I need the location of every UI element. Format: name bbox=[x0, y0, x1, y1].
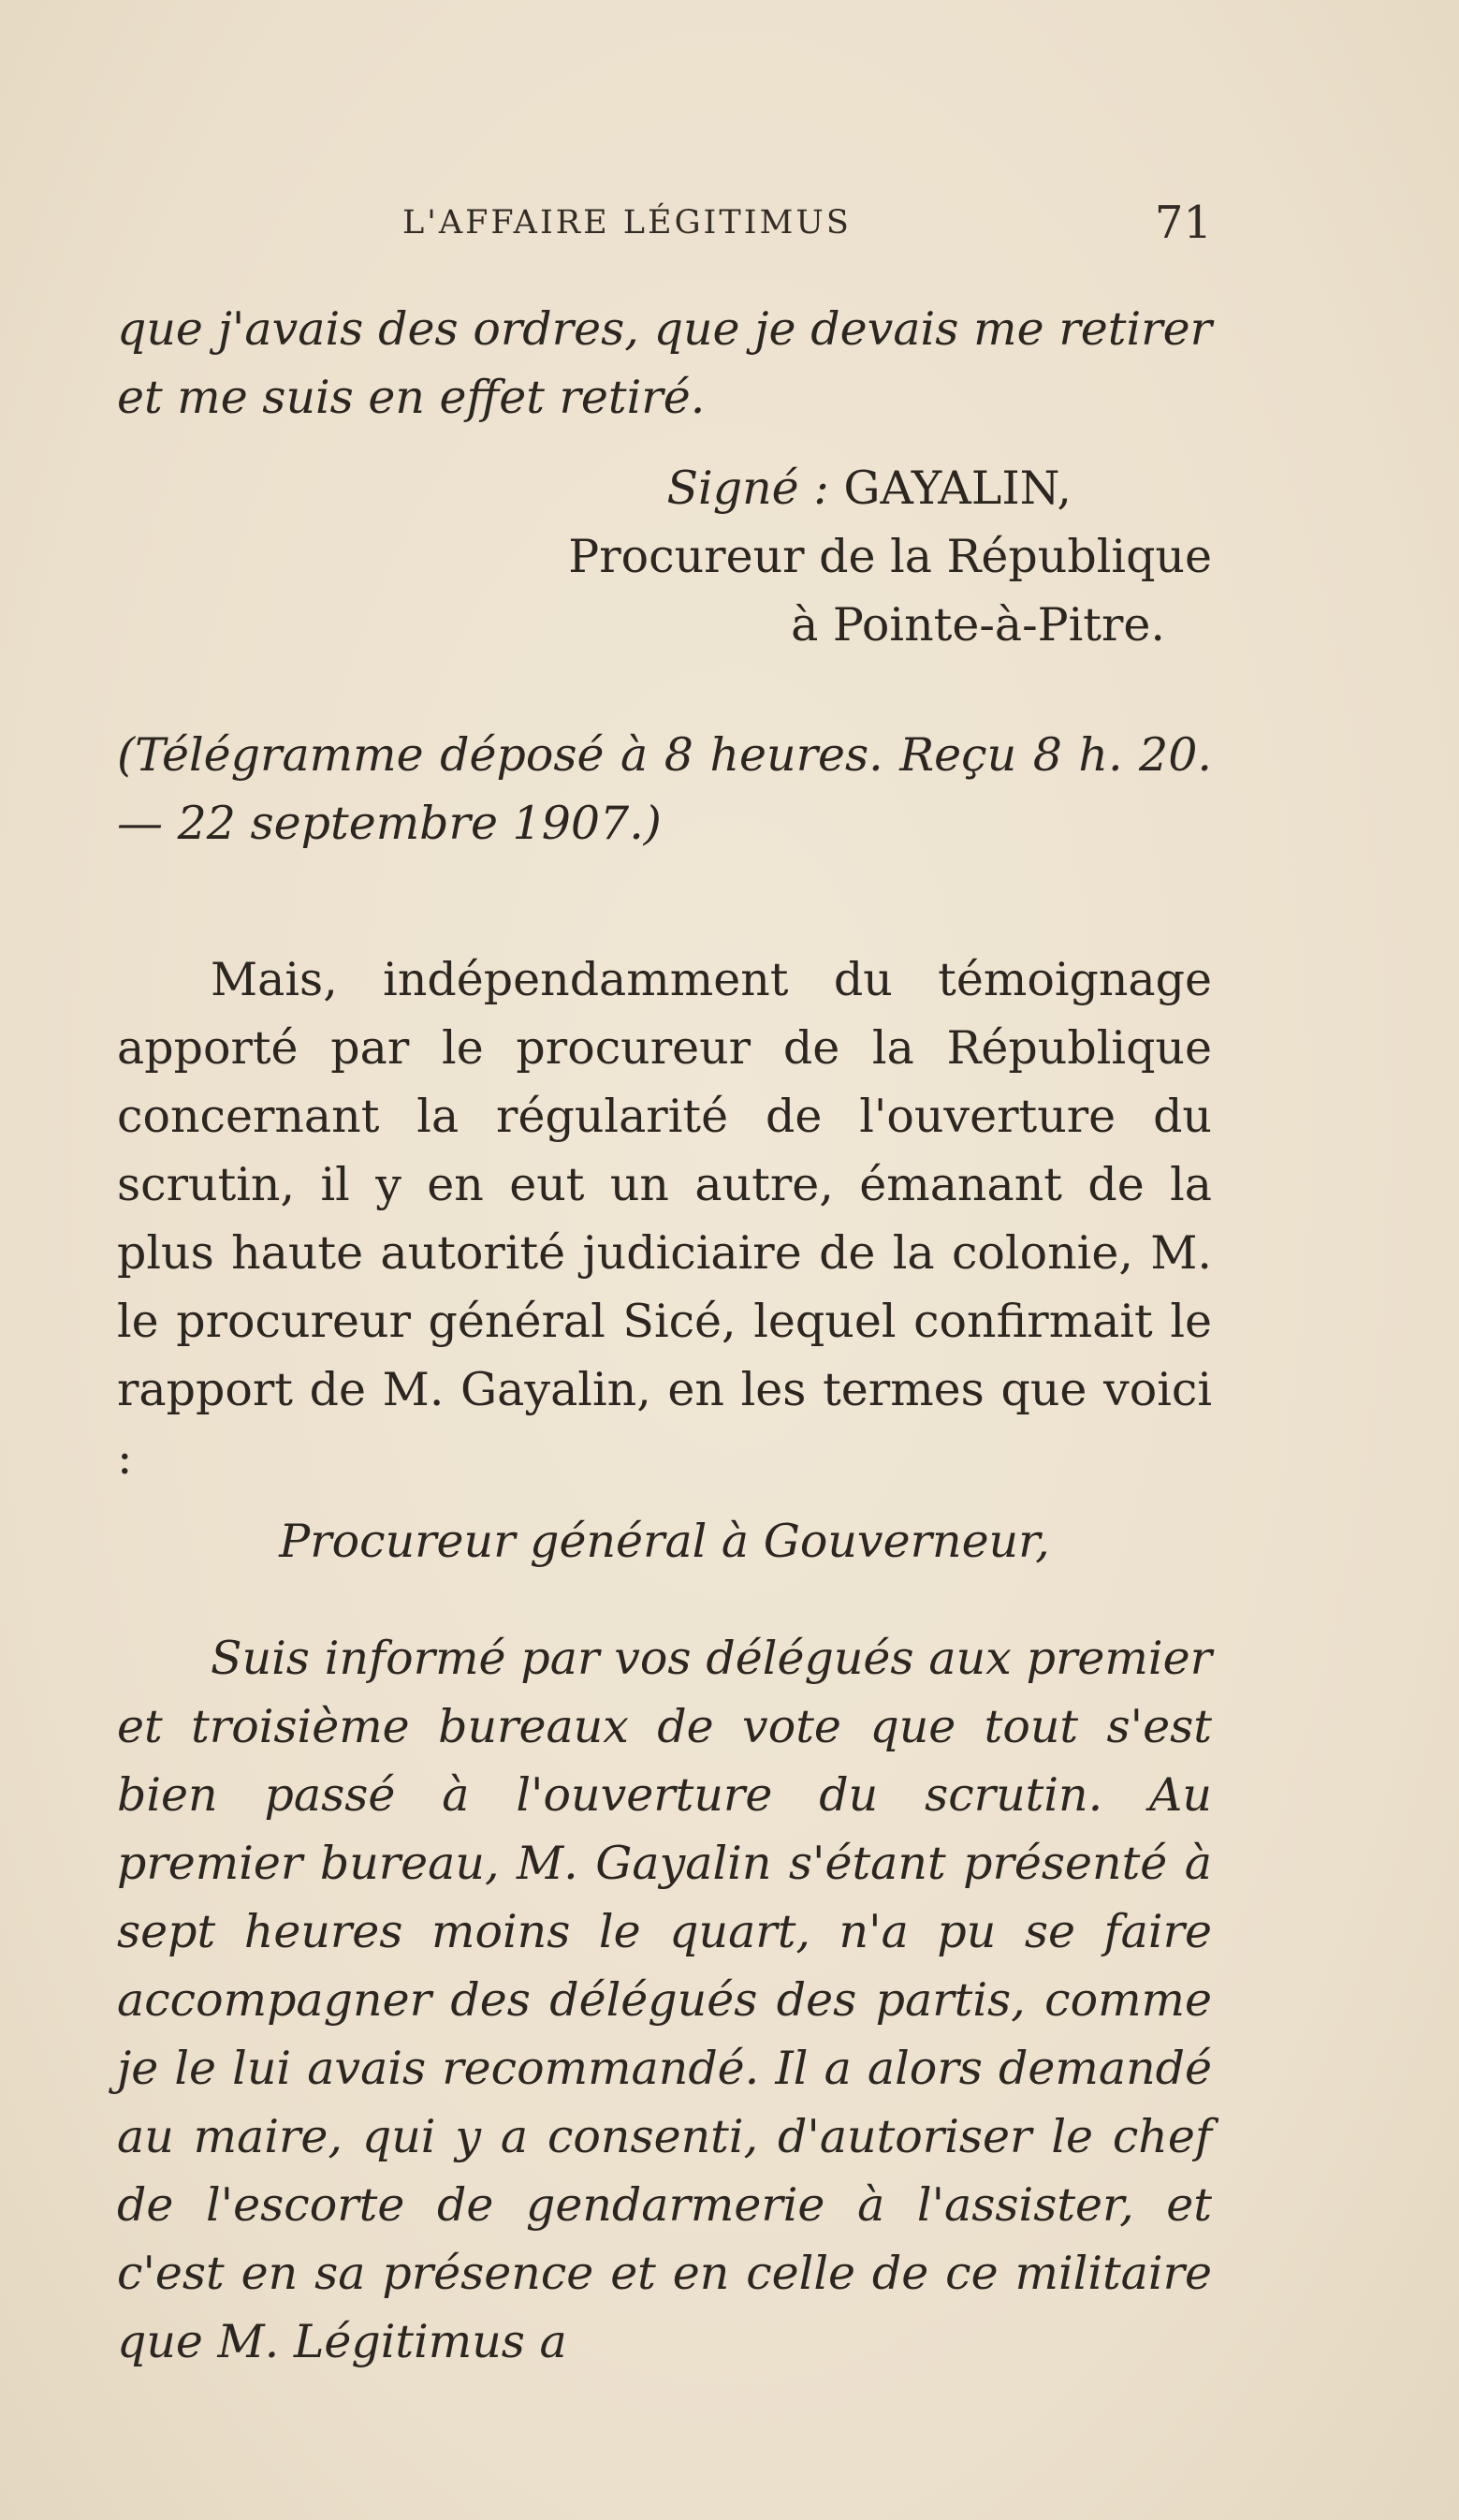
page-number: 71 bbox=[1154, 197, 1212, 249]
running-head: L'AFFAIRE LÉGITIMUS bbox=[402, 204, 852, 242]
signatory-location: à Pointe-à-Pitre. bbox=[791, 598, 1165, 652]
main-paragraph: Mais, indépendamment du témoignage apporté par le procureur de la République concernant la régularité de l'ouverture du scrutin, il y en eut un autre, émanant de la plus haute autorité judiciaire de la colonie, M. le procureur général Sicé, lequel confirmait le rapport de M. Gayalin, en les termes que voici : bbox=[117, 953, 1212, 1485]
signatory-title: Procureur de la République bbox=[568, 530, 1212, 583]
signatory-name: GAYALIN, bbox=[843, 462, 1072, 515]
signe-label: Signé : bbox=[666, 462, 829, 515]
opening-paragraph: que j'avais des ordres, que je devais me retirer et me suis en effet retiré. bbox=[117, 302, 1212, 424]
signature-block bbox=[117, 454, 1212, 659]
quoted-telegram: Suis informé par vos délégués aux premier et troisième bureaux de vote que tout s'est bien passé à l'ouverture du scrutin. Au premier bureau, M. Gayalin s'étant présenté à sept heures moins le quart, n'a pu se faire accompagner des délégués des partis, comme je le lui avais recommandé. Il a alors demandé au maire, qui y a consenti, d'autoriser le chef de l'escorte de gendarmerie à l'assister, et c'est en sa présence et en celle de ce militaire que M. Légitimus a bbox=[117, 1632, 1212, 2368]
telegram-note: (Télégramme déposé à 8 heures. Reçu 8 h. 20. — 22 septembre 1907.) bbox=[117, 728, 1212, 850]
telegram-salutation: Procureur général à Gouverneur, bbox=[279, 1515, 1050, 1568]
page-header bbox=[117, 197, 1212, 262]
signature-line bbox=[117, 454, 1212, 522]
